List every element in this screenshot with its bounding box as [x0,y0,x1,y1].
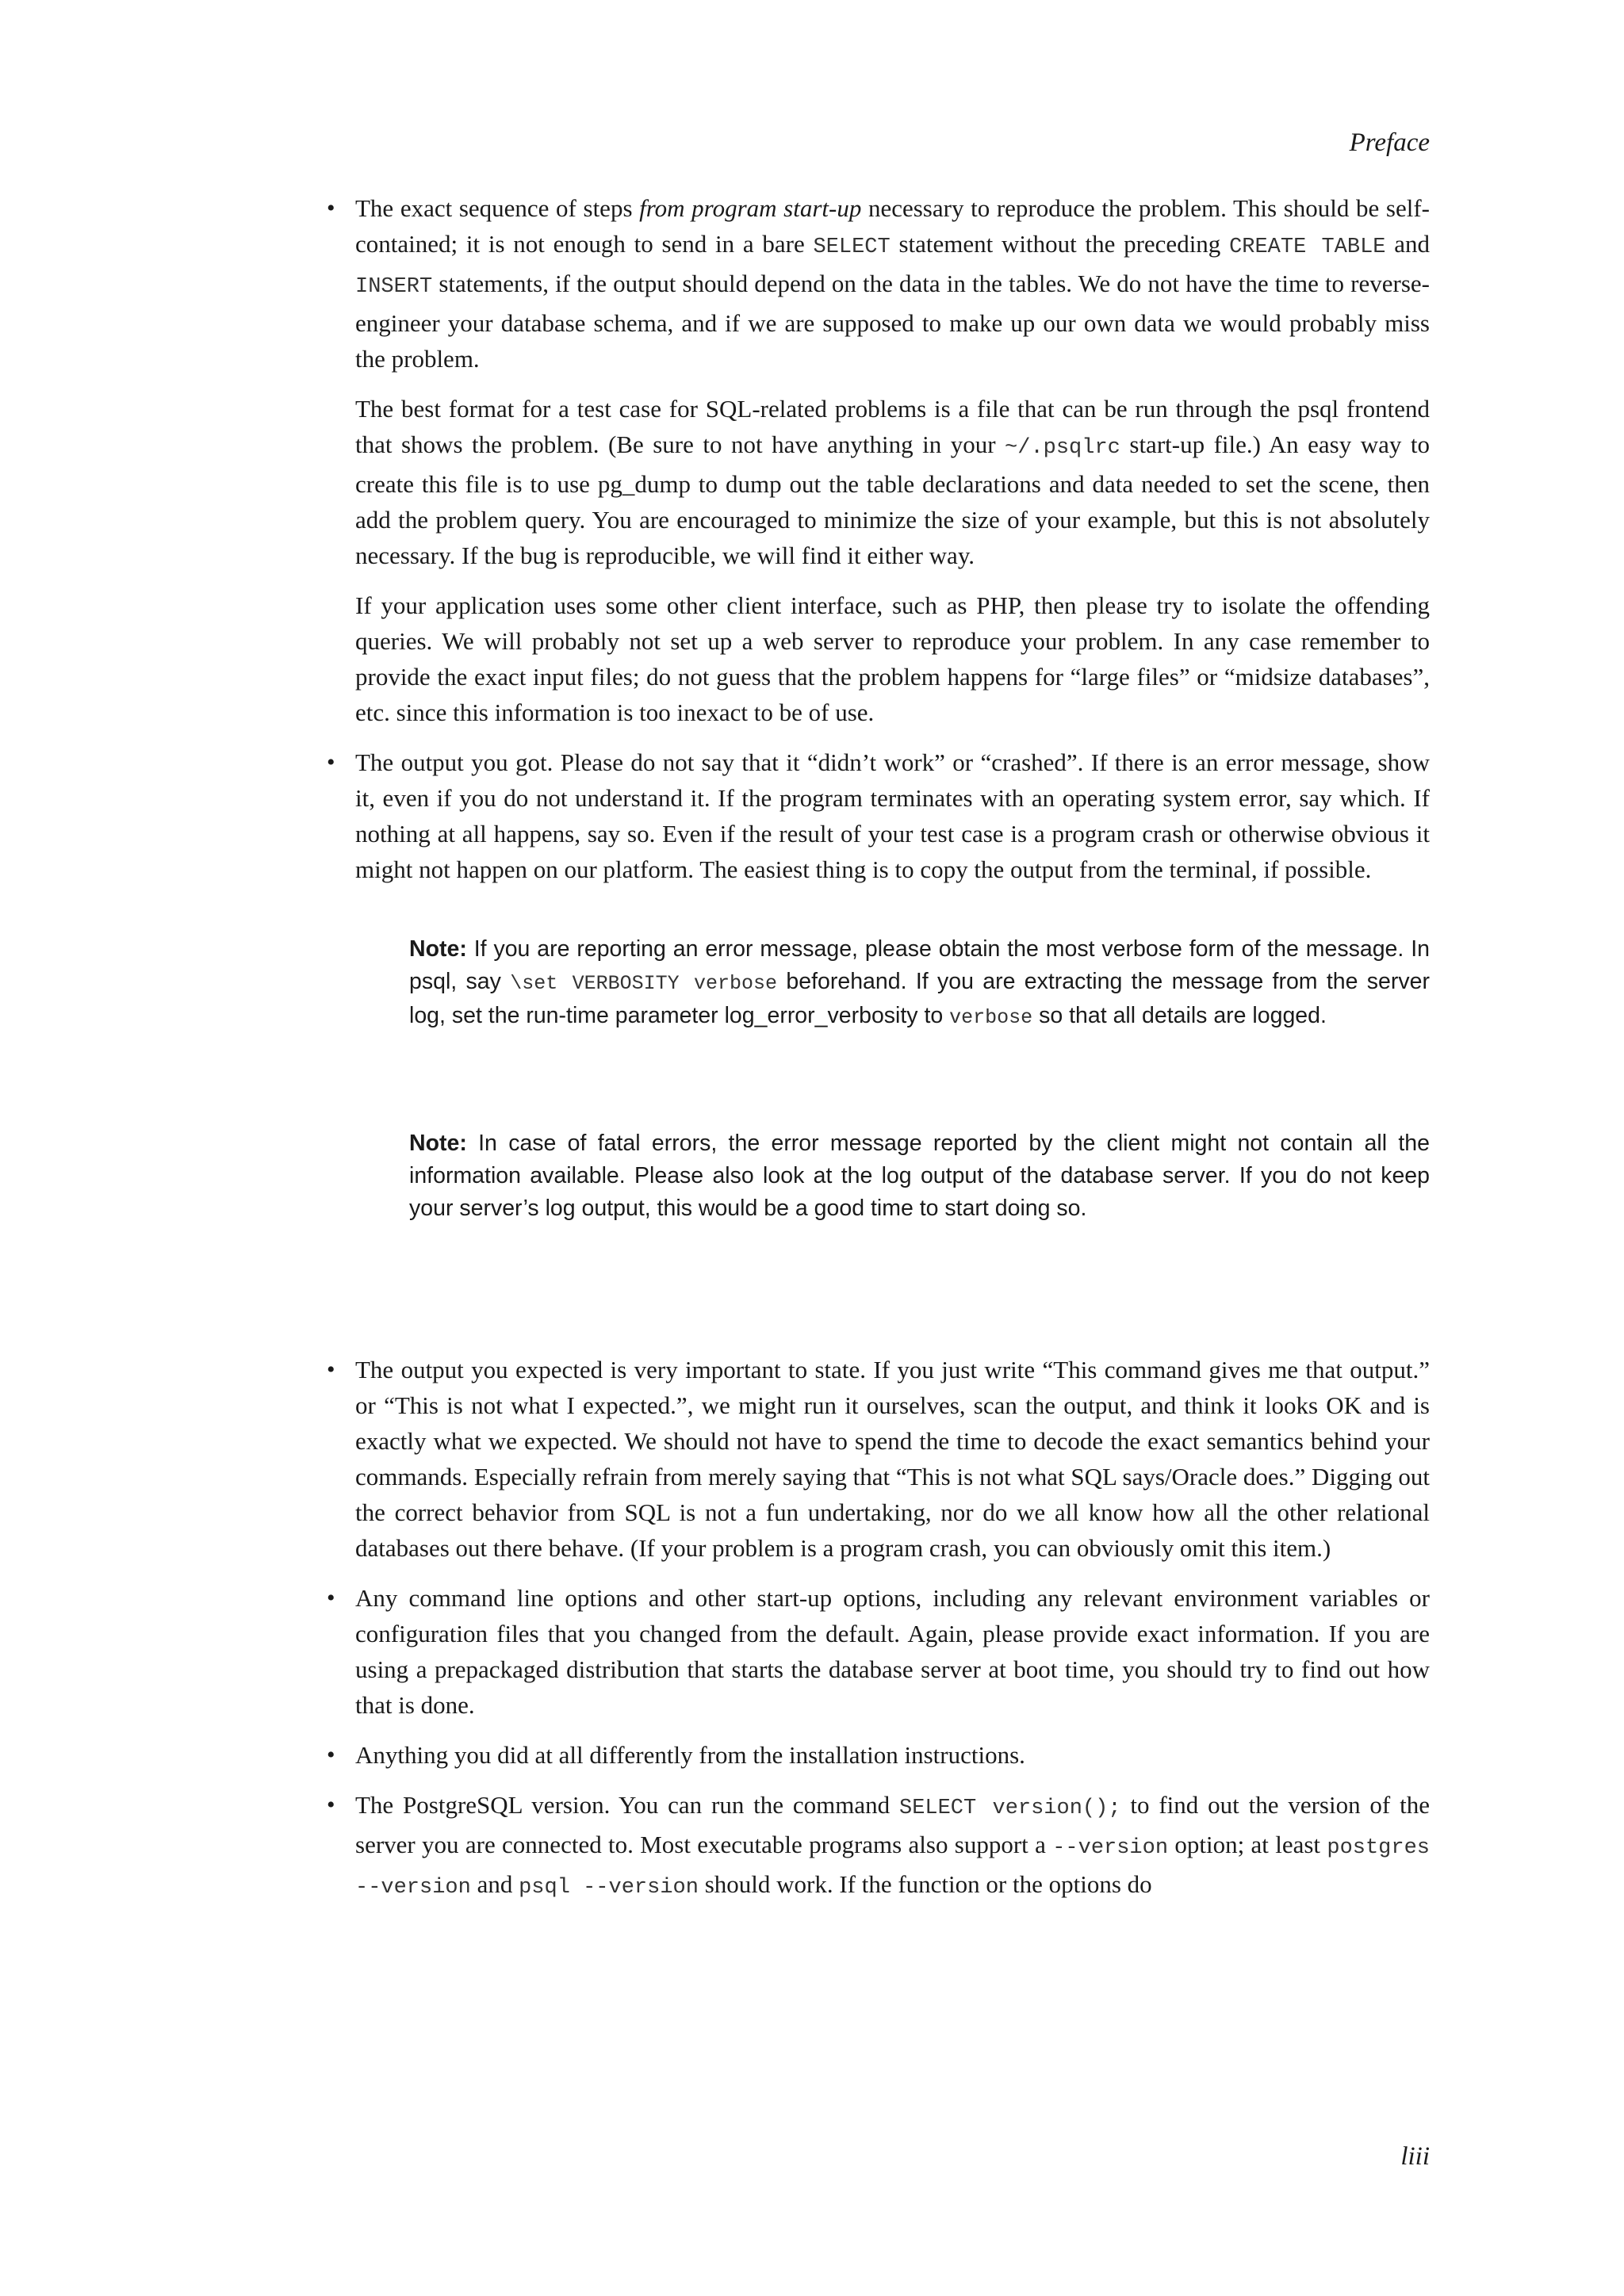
emphasis: from program start-up [639,194,862,222]
bullet-icon: • [327,1792,335,1818]
text: The exact sequence of steps [355,194,640,222]
list-item-sequence [317,190,1430,730]
bullet-icon: • [327,1585,335,1611]
text: and [1385,230,1431,258]
text: beforehand. If you are extracting the message from the server log, set the run-time parameter log_error_verbosity to [409,969,1430,1028]
paragraph-output-expected: The output you expected is very important to state. If you just write “This command gives me that output.” or “This is not what I expected.”, we might run it ourselves, scan the output, and think it looks OK and is exactly what we expected. We should not have to spend the time to decode the exact semantics behind your commands. Especially refrain from merely saying that “This is not what SQL says/Oracle does.” Digging out the correct behavior from SQL is not a fun undertaking, nor do we all know how all the other relational databases out there behave. (If your problem is a program crash, you can obviously omit this item.) [355,1356,1430,1562]
text: The PostgreSQL version. You can run the command [355,1791,899,1819]
text: statements, if the output should depend on the data in the tables. We do not have the time to reverse-engineer your database schema, and if we are supposed to make up our own data we would probably miss the problem. [355,270,1430,373]
bullet-icon: • [327,195,335,221]
note-label: Note: [409,1131,467,1156]
text: start-up file.) An easy way to create this file is to use pg_dump to dump out the table declarations and data needed to set the scene, then add the problem query. You are encouraged to minimize the size of your example, but this is not absolutely necessary. If the bug is reproducible, we will find it either way. [355,430,1430,569]
paragraph-version [355,1787,1430,1906]
bullet-icon: • [327,749,335,775]
text: If you are reporting an error message, please obtain the most verbose form of the message. In psql, say [409,936,1430,994]
text: statement without the preceding [890,230,1230,258]
code-psql-version: psql --version [519,1876,699,1900]
note-fatal-errors [409,1127,1430,1225]
paragraph-test-case-format [355,391,1430,573]
paragraph-options: Any command line options and other start-up options, including any relevant environment variables or configuration files that you changed from the default. Again, please provide exact information. If you are using a prepackaged distribution that starts the database server at boot time, you should try to find out how that is done. [355,1584,1430,1719]
list-item-options [317,1580,1430,1723]
code-create-table: CREATE TABLE [1229,235,1386,259]
bullet-icon: • [327,1357,335,1383]
code-insert: INSERT [355,275,433,299]
note-label: Note: [409,936,467,962]
note-verbose-errors [409,933,1430,1034]
bullet-icon: • [327,1742,335,1768]
paragraph-sequence [355,190,1430,377]
code-select-version: SELECT version(); [899,1797,1121,1820]
paragraph-install: Anything you did at all differently from the installation instructions. [355,1741,1025,1769]
text: necessary to reproduce the problem. This should be self-contained; it is not enough to send in a bare [355,194,1430,258]
paragraph-client-interface: If your application uses some other client interface, such as PHP, then please try to isolate the offending queries. We will probably not set up a web server to reproduce your problem. In any case remember to provide the exact input files; do not guess that the problem happens for “large files” or “midsize databases”, etc. since this information is too inexact to be of use. [355,591,1430,726]
code-version-flag: --version [1052,1836,1169,1860]
code-postgres-version: postgres --version [355,1836,1430,1900]
code-set-verbosity: \set VERBOSITY verbose [510,972,778,995]
paragraph-output-got: The output you got. Please do not say that it “didn’t work” or “crashed”. If there is an error message, show it, even if you do not understand it. If the program terminates with an operating system error, say which. If nothing at all happens, say so. Even if the result of your test case is a program crash or otherwise obvious it might not happen on our platform. The easiest thing is to copy the output from the terminal, if possible. [355,748,1430,883]
list-item-version [317,1787,1430,1906]
page-number: liii [1400,2142,1430,2171]
text: option; at least [1168,1831,1327,1858]
text: so that all details are logged. [1032,1003,1327,1028]
text: and [470,1870,519,1898]
list-item-output-got [317,744,1430,1225]
text: In case of fatal errors, the error message reported by the client might not contain all the information available. Please also look at the log output of the database server. If you do not keep your server’s log output, this would be a good time to start doing so. [409,1131,1430,1221]
text: The best format for a test case for SQL-related problems is a file that can be run through the psql frontend that shows the problem. (Be sure to not have anything in your [355,395,1430,458]
code-psqlrc: ~/.psqlrc [1005,436,1120,460]
document-body [317,190,1430,1920]
list-item-output-expected [317,1352,1430,1566]
code-verbose: verbose [949,1006,1033,1029]
text: to find out the version of the server you are connected to. Most executable programs also support a [355,1791,1430,1858]
text: should work. If the function or the options do [698,1870,1152,1898]
code-select: SELECT [813,235,891,259]
running-header: Preface [1349,128,1430,157]
list-item-install [317,1737,1430,1773]
